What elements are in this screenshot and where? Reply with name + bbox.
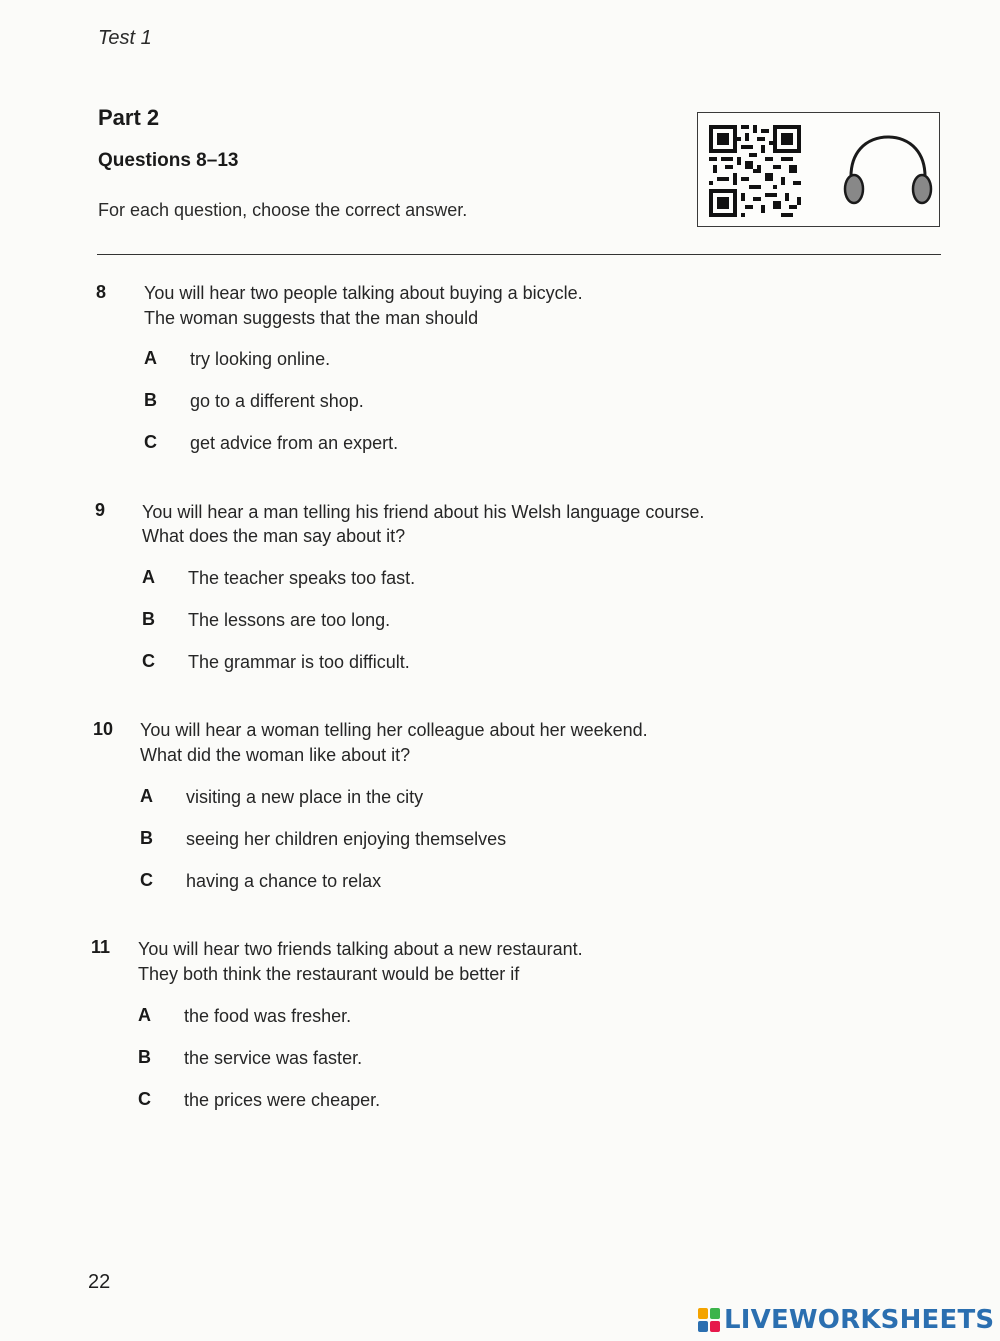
page-number: 22 <box>88 1271 111 1293</box>
option-c[interactable]: get advice from an expert. <box>190 433 399 453</box>
option-letter: B <box>144 390 157 410</box>
option-letter: A <box>138 1005 151 1025</box>
option-b[interactable]: The lessons are too long. <box>188 610 391 630</box>
instruction-text: For each question, choose the correct answer. <box>98 200 468 220</box>
option-b[interactable]: the service was faster. <box>184 1048 363 1068</box>
liveworksheets-logo-icon <box>697 1307 721 1333</box>
option-a[interactable]: visiting a new place in the city <box>186 787 424 807</box>
questions-range: Questions 8–13 <box>98 150 239 171</box>
liveworksheets-watermark[interactable] <box>697 1305 994 1335</box>
question-prompt: What does the man say about it? <box>142 526 406 546</box>
question-stem: You will hear a man telling his friend about his Welsh language course. <box>142 502 705 522</box>
option-letter: B <box>140 828 153 848</box>
question-prompt: The woman suggests that the man should <box>144 308 479 328</box>
option-letter: A <box>140 786 153 806</box>
option-letter: C <box>140 870 153 890</box>
question-stem: You will hear a woman telling her colleague about her weekend. <box>140 720 648 740</box>
audio-box <box>697 112 940 227</box>
part-title: Part 2 <box>98 105 160 130</box>
option-letter: C <box>138 1089 151 1109</box>
option-letter: B <box>138 1047 151 1067</box>
option-letter: A <box>144 348 157 368</box>
question-prompt: What did the woman like about it? <box>140 745 411 765</box>
section-divider <box>97 254 941 255</box>
option-letter: B <box>142 609 155 629</box>
qr-code-icon[interactable] <box>709 125 801 217</box>
option-c[interactable]: having a chance to relax <box>186 871 382 891</box>
option-letter: C <box>142 651 155 671</box>
option-letter: A <box>142 567 155 587</box>
option-b[interactable]: go to a different shop. <box>190 391 364 411</box>
option-b[interactable]: seeing her children enjoying themselves <box>186 829 507 849</box>
option-c[interactable]: the prices were cheaper. <box>184 1090 381 1110</box>
running-head: Test 1 <box>98 27 152 49</box>
question-number: 10 <box>93 719 114 739</box>
question-stem: You will hear two people talking about buying a bicycle. <box>144 283 583 303</box>
question-number: 11 <box>91 937 111 957</box>
option-letter: C <box>144 432 157 452</box>
question-stem: You will hear two friends talking about a new restaurant. <box>138 939 583 959</box>
question-number: 8 <box>96 282 107 302</box>
watermark-text: LIVEWORKSHEETS <box>724 1305 995 1335</box>
option-a[interactable]: try looking online. <box>190 349 331 369</box>
option-a[interactable]: The teacher speaks too fast. <box>188 568 416 588</box>
option-a[interactable]: the food was fresher. <box>184 1006 352 1026</box>
headphones-icon <box>842 131 934 211</box>
option-c[interactable]: The grammar is too difficult. <box>188 652 410 672</box>
question-prompt: They both think the restaurant would be better if <box>138 964 520 984</box>
question-number: 9 <box>95 500 106 520</box>
